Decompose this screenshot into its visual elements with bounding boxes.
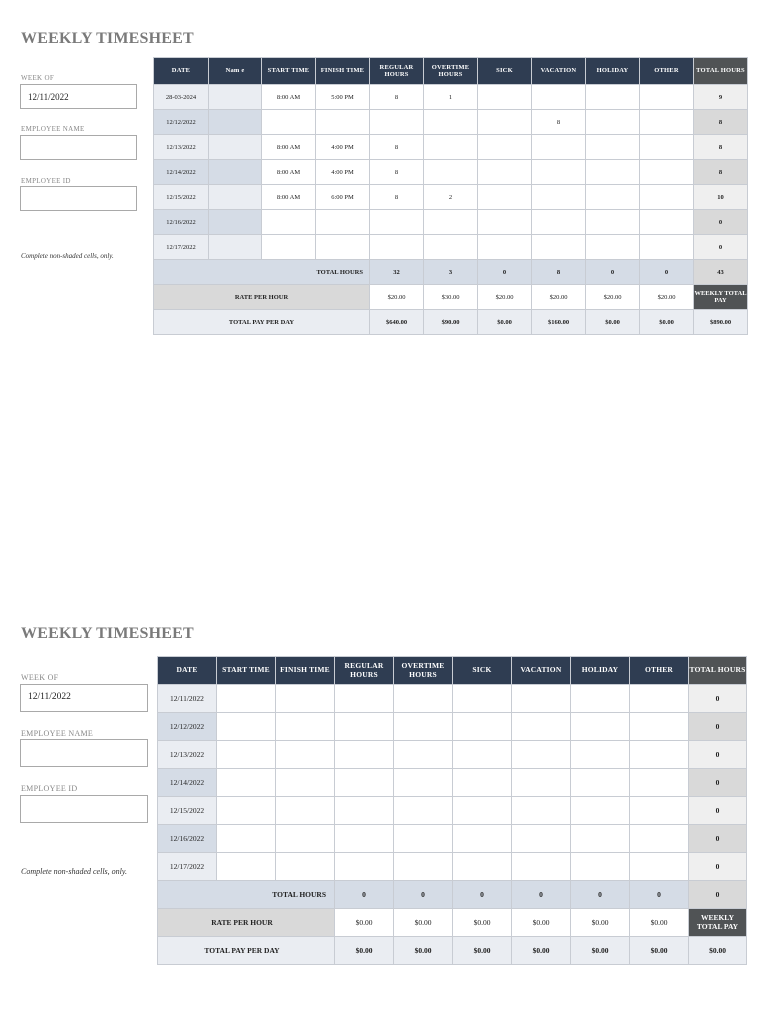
total-hours-row <box>158 881 747 909</box>
total-sick-hours: 0 <box>453 881 512 909</box>
finish-time-cell[interactable] <box>276 685 335 713</box>
total-pay-row <box>154 310 748 335</box>
sick-cell[interactable] <box>453 713 512 741</box>
date-cell: 12/13/2022 <box>154 135 209 160</box>
col-header-overtime-hours: OVERTIME HOURS <box>424 58 478 85</box>
table-row <box>158 825 747 853</box>
total-hours-cell: 0 <box>689 825 747 853</box>
table-row <box>154 235 748 260</box>
grand-total-hours: 43 <box>694 260 748 285</box>
total-hours-cell: 0 <box>694 210 748 235</box>
holiday-cell[interactable] <box>571 797 630 825</box>
finish-time-cell[interactable] <box>316 210 370 235</box>
col-header-sick: SICK <box>478 58 532 85</box>
table-row <box>154 185 748 210</box>
vacation-cell[interactable] <box>512 853 571 881</box>
col-header-finish-time: FINISH TIME <box>316 58 370 85</box>
regular-hours-cell[interactable]: 8 <box>370 160 424 185</box>
start-time-cell[interactable] <box>217 769 276 797</box>
vacation-cell[interactable] <box>532 235 586 260</box>
week-of-field[interactable] <box>20 84 137 109</box>
start-time-cell[interactable] <box>217 825 276 853</box>
total-sick-hours: 0 <box>478 260 532 285</box>
regular-hours-cell[interactable] <box>370 235 424 260</box>
vacation-cell[interactable] <box>512 741 571 769</box>
start-time-cell[interactable] <box>262 110 316 135</box>
name-cell[interactable] <box>209 135 262 160</box>
holiday-cell[interactable] <box>571 769 630 797</box>
instruction-note: Complete non-shaded cells, only. <box>21 867 127 876</box>
date-cell: 12/12/2022 <box>154 110 209 135</box>
sick-cell[interactable] <box>453 769 512 797</box>
total-other-hours: 0 <box>640 260 694 285</box>
employee-name-field[interactable] <box>20 135 137 160</box>
sick-cell[interactable] <box>478 135 532 160</box>
date-cell: 12/15/2022 <box>158 797 217 825</box>
header-row <box>154 58 748 85</box>
date-cell: 12/11/2022 <box>158 685 217 713</box>
sick-pay: $0.00 <box>453 937 512 965</box>
regular-hours-cell[interactable]: 8 <box>370 135 424 160</box>
col-header-other: OTHER <box>640 58 694 85</box>
table-row <box>158 741 747 769</box>
instruction-note: Complete non-shaded cells, only. <box>21 252 114 260</box>
vacation-cell[interactable] <box>532 210 586 235</box>
start-time-cell[interactable] <box>262 210 316 235</box>
start-time-cell[interactable] <box>217 797 276 825</box>
start-time-cell[interactable] <box>217 741 276 769</box>
table-row <box>154 135 748 160</box>
total-vacation-hours: 0 <box>512 881 571 909</box>
total-pay-row <box>158 937 747 965</box>
table-row <box>158 797 747 825</box>
total-hours-cell: 8 <box>694 160 748 185</box>
overtime-hours-cell[interactable] <box>424 135 478 160</box>
regular-hours-cell[interactable]: 8 <box>370 85 424 110</box>
finish-time-cell[interactable] <box>316 110 370 135</box>
holiday-cell[interactable] <box>586 235 640 260</box>
regular-hours-cell[interactable] <box>370 110 424 135</box>
week-of-value: 12/11/2022 <box>28 692 71 702</box>
col-header-start-time: START TIME <box>217 657 276 685</box>
regular-hours-cell[interactable] <box>335 825 394 853</box>
header-row <box>158 657 747 685</box>
regular-hours-cell[interactable] <box>370 210 424 235</box>
employee-id-label: EMPLOYEE ID <box>21 784 78 793</box>
overtime-pay: $0.00 <box>394 937 453 965</box>
total-vacation-hours: 8 <box>532 260 586 285</box>
overtime-hours-cell[interactable] <box>394 685 453 713</box>
grand-total-hours: 0 <box>689 881 747 909</box>
col-header-name: Nam e <box>209 58 262 85</box>
col-header-regular-hours: REGULAR HOURS <box>370 58 424 85</box>
regular-rate[interactable]: $20.00 <box>370 285 424 310</box>
vacation-cell[interactable] <box>532 135 586 160</box>
date-cell: 12/14/2022 <box>154 160 209 185</box>
name-cell[interactable] <box>209 210 262 235</box>
overtime-hours-cell[interactable] <box>424 235 478 260</box>
total-regular-hours: 32 <box>370 260 424 285</box>
holiday-cell[interactable] <box>586 110 640 135</box>
regular-hours-cell[interactable] <box>335 853 394 881</box>
total-hours-cell: 9 <box>694 85 748 110</box>
table-row <box>154 110 748 135</box>
regular-hours-cell[interactable] <box>335 797 394 825</box>
rate-per-hour-label: RATE PER HOUR <box>154 285 370 310</box>
other-cell[interactable] <box>630 685 689 713</box>
finish-time-cell[interactable]: 4:00 PM <box>316 135 370 160</box>
other-cell[interactable] <box>630 853 689 881</box>
other-cell[interactable] <box>630 713 689 741</box>
page-title: WEEKLY TIMESHEET <box>21 625 194 642</box>
col-header-sick: SICK <box>453 657 512 685</box>
regular-hours-cell[interactable] <box>335 713 394 741</box>
other-rate[interactable]: $0.00 <box>630 909 689 937</box>
col-header-total-hours: TOTAL HOURS <box>694 58 748 85</box>
table-row <box>154 160 748 185</box>
regular-hours-cell[interactable] <box>335 769 394 797</box>
overtime-hours-cell[interactable] <box>394 825 453 853</box>
finish-time-cell[interactable] <box>276 853 335 881</box>
col-header-date: DATE <box>154 58 209 85</box>
start-time-cell[interactable] <box>217 685 276 713</box>
week-of-value: 12/11/2022 <box>28 92 69 102</box>
holiday-pay: $0.00 <box>571 937 630 965</box>
other-cell[interactable] <box>640 160 694 185</box>
start-time-cell[interactable]: 8:00 AM <box>262 160 316 185</box>
total-other-hours: 0 <box>630 881 689 909</box>
employee-name-label: EMPLOYEE NAME <box>21 125 85 133</box>
other-cell[interactable] <box>630 769 689 797</box>
col-header-regular-hours: REGULAR HOURS <box>335 657 394 685</box>
overtime-hours-cell[interactable] <box>394 741 453 769</box>
rate-per-hour-row <box>158 909 747 937</box>
holiday-cell[interactable] <box>586 160 640 185</box>
total-pay-label: TOTAL PAY PER DAY <box>158 937 335 965</box>
total-pay-label: TOTAL PAY PER DAY <box>154 310 370 335</box>
vacation-rate[interactable]: $0.00 <box>512 909 571 937</box>
col-header-finish-time: FINISH TIME <box>276 657 335 685</box>
total-hours-label: TOTAL HOURS <box>154 260 370 285</box>
other-rate[interactable]: $20.00 <box>640 285 694 310</box>
date-cell: 12/15/2022 <box>154 185 209 210</box>
date-cell: 12/16/2022 <box>154 210 209 235</box>
overtime-hours-cell[interactable] <box>424 110 478 135</box>
sick-cell[interactable] <box>478 110 532 135</box>
regular-rate[interactable]: $0.00 <box>335 909 394 937</box>
holiday-cell[interactable] <box>586 185 640 210</box>
total-hours-cell: 0 <box>689 685 747 713</box>
overtime-hours-cell[interactable] <box>424 160 478 185</box>
date-cell: 28-03-2024 <box>154 85 209 110</box>
overtime-pay: $90.00 <box>424 310 478 335</box>
total-holiday-hours: 0 <box>586 260 640 285</box>
weekly-total-pay-label: WEEKLY TOTAL PAY <box>689 909 747 937</box>
finish-time-cell[interactable]: 4:00 PM <box>316 160 370 185</box>
col-header-vacation: VACATION <box>512 657 571 685</box>
total-hours-cell: 0 <box>689 769 747 797</box>
total-hours-cell: 10 <box>694 185 748 210</box>
holiday-cell[interactable] <box>571 741 630 769</box>
total-hours-cell: 0 <box>689 853 747 881</box>
col-header-total-hours: TOTAL HOURS <box>689 657 747 685</box>
col-header-start-time: START TIME <box>262 58 316 85</box>
other-cell[interactable] <box>640 135 694 160</box>
col-header-vacation: VACATION <box>532 58 586 85</box>
col-header-holiday: HOLIDAY <box>571 657 630 685</box>
other-cell[interactable] <box>630 741 689 769</box>
week-of-field[interactable] <box>20 684 148 712</box>
employee-id-field[interactable] <box>20 186 137 211</box>
sick-cell[interactable] <box>453 797 512 825</box>
table-row <box>158 769 747 797</box>
start-time-cell[interactable] <box>217 713 276 741</box>
col-header-holiday: HOLIDAY <box>586 58 640 85</box>
holiday-rate[interactable]: $20.00 <box>586 285 640 310</box>
total-hours-label: TOTAL HOURS <box>158 881 335 909</box>
other-pay: $0.00 <box>640 310 694 335</box>
date-cell: 12/17/2022 <box>158 853 217 881</box>
holiday-cell[interactable] <box>571 713 630 741</box>
table-row <box>158 713 747 741</box>
employee-id-field[interactable] <box>20 795 148 823</box>
rate-per-hour-row <box>154 285 748 310</box>
week-of-label: WEEK OF <box>21 673 59 682</box>
weekly-total-pay: $0.00 <box>689 937 747 965</box>
date-cell: 12/16/2022 <box>158 825 217 853</box>
name-cell[interactable] <box>209 160 262 185</box>
finish-time-cell[interactable] <box>276 769 335 797</box>
date-cell: 12/17/2022 <box>154 235 209 260</box>
regular-hours-cell[interactable]: 8 <box>370 185 424 210</box>
holiday-rate[interactable]: $0.00 <box>571 909 630 937</box>
holiday-cell[interactable] <box>571 853 630 881</box>
other-pay: $0.00 <box>630 937 689 965</box>
employee-name-label: EMPLOYEE NAME <box>21 729 94 738</box>
total-hours-cell: 0 <box>694 235 748 260</box>
other-cell[interactable] <box>640 210 694 235</box>
regular-hours-cell[interactable] <box>335 685 394 713</box>
week-of-label: WEEK OF <box>21 74 55 82</box>
vacation-rate[interactable]: $20.00 <box>532 285 586 310</box>
vacation-cell[interactable] <box>512 797 571 825</box>
sick-cell[interactable] <box>478 160 532 185</box>
regular-pay: $640.00 <box>370 310 424 335</box>
vacation-cell[interactable] <box>532 160 586 185</box>
name-cell[interactable] <box>209 85 262 110</box>
sick-rate[interactable]: $0.00 <box>453 909 512 937</box>
col-header-overtime-hours: OVERTIME HOURS <box>394 657 453 685</box>
finish-time-cell[interactable]: 5:00 PM <box>316 85 370 110</box>
holiday-cell[interactable] <box>586 135 640 160</box>
other-cell[interactable] <box>630 797 689 825</box>
sick-cell[interactable] <box>478 210 532 235</box>
vacation-cell[interactable]: 8 <box>532 110 586 135</box>
other-cell[interactable] <box>640 185 694 210</box>
overtime-rate[interactable]: $0.00 <box>394 909 453 937</box>
other-cell[interactable] <box>640 235 694 260</box>
total-hours-cell: 0 <box>689 741 747 769</box>
weekly-total-pay: $890.00 <box>694 310 748 335</box>
vacation-cell[interactable] <box>512 825 571 853</box>
col-header-other: OTHER <box>630 657 689 685</box>
start-time-cell[interactable]: 8:00 AM <box>262 135 316 160</box>
sick-cell[interactable] <box>478 85 532 110</box>
vacation-cell[interactable] <box>532 185 586 210</box>
employee-name-field[interactable] <box>20 739 148 767</box>
table-row <box>154 210 748 235</box>
start-time-cell[interactable]: 8:00 AM <box>262 85 316 110</box>
sick-pay: $0.00 <box>478 310 532 335</box>
table-row <box>154 85 748 110</box>
name-cell[interactable] <box>209 185 262 210</box>
other-cell[interactable] <box>640 110 694 135</box>
overtime-hours-cell[interactable]: 2 <box>424 185 478 210</box>
total-overtime-hours: 3 <box>424 260 478 285</box>
table-row <box>158 853 747 881</box>
regular-pay: $0.00 <box>335 937 394 965</box>
date-cell: 12/12/2022 <box>158 713 217 741</box>
regular-hours-cell[interactable] <box>335 741 394 769</box>
start-time-cell[interactable] <box>262 235 316 260</box>
total-hours-cell: 0 <box>689 713 747 741</box>
date-cell: 12/14/2022 <box>158 769 217 797</box>
timesheet-table <box>153 57 748 335</box>
finish-time-cell[interactable] <box>276 825 335 853</box>
start-time-cell[interactable]: 8:00 AM <box>262 185 316 210</box>
holiday-cell[interactable] <box>586 85 640 110</box>
vacation-pay: $0.00 <box>512 937 571 965</box>
finish-time-cell[interactable] <box>276 741 335 769</box>
col-header-date: DATE <box>158 657 217 685</box>
vacation-cell[interactable] <box>532 85 586 110</box>
total-regular-hours: 0 <box>335 881 394 909</box>
overtime-rate[interactable]: $30.00 <box>424 285 478 310</box>
total-hours-cell: 0 <box>689 797 747 825</box>
finish-time-cell[interactable] <box>316 235 370 260</box>
vacation-pay: $160.00 <box>532 310 586 335</box>
name-cell[interactable] <box>209 235 262 260</box>
rate-per-hour-label: RATE PER HOUR <box>158 909 335 937</box>
sick-cell[interactable] <box>453 685 512 713</box>
other-cell[interactable] <box>630 825 689 853</box>
sick-cell[interactable] <box>478 185 532 210</box>
vacation-cell[interactable] <box>512 769 571 797</box>
finish-time-cell[interactable] <box>276 713 335 741</box>
total-hours-cell: 8 <box>694 135 748 160</box>
holiday-cell[interactable] <box>586 210 640 235</box>
overtime-hours-cell[interactable] <box>394 769 453 797</box>
sick-cell[interactable] <box>453 853 512 881</box>
sick-cell[interactable] <box>453 825 512 853</box>
start-time-cell[interactable] <box>217 853 276 881</box>
sick-cell[interactable] <box>478 235 532 260</box>
sick-cell[interactable] <box>453 741 512 769</box>
weekly-total-pay-label: WEEKLY TOTAL PAY <box>694 285 748 310</box>
total-holiday-hours: 0 <box>571 881 630 909</box>
total-hours-row <box>154 260 748 285</box>
holiday-cell[interactable] <box>571 685 630 713</box>
name-cell[interactable] <box>209 110 262 135</box>
sick-rate[interactable]: $20.00 <box>478 285 532 310</box>
holiday-pay: $0.00 <box>586 310 640 335</box>
page-title: WEEKLY TIMESHEET <box>21 30 194 47</box>
employee-id-label: EMPLOYEE ID <box>21 177 71 185</box>
other-cell[interactable] <box>640 85 694 110</box>
holiday-cell[interactable] <box>571 825 630 853</box>
vacation-cell[interactable] <box>512 713 571 741</box>
date-cell: 12/13/2022 <box>158 741 217 769</box>
timesheet-table <box>157 656 747 965</box>
overtime-hours-cell[interactable] <box>394 713 453 741</box>
finish-time-cell[interactable]: 6:00 PM <box>316 185 370 210</box>
finish-time-cell[interactable] <box>276 797 335 825</box>
vacation-cell[interactable] <box>512 685 571 713</box>
overtime-hours-cell[interactable] <box>394 797 453 825</box>
total-hours-cell: 8 <box>694 110 748 135</box>
table-row <box>158 685 747 713</box>
overtime-hours-cell[interactable]: 1 <box>424 85 478 110</box>
total-overtime-hours: 0 <box>394 881 453 909</box>
overtime-hours-cell[interactable] <box>424 210 478 235</box>
overtime-hours-cell[interactable] <box>394 853 453 881</box>
